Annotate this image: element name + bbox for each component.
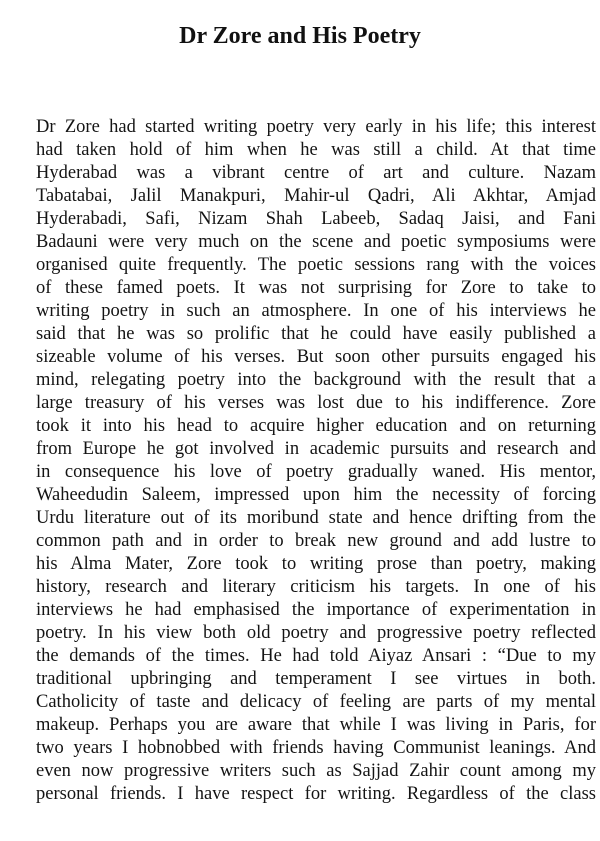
text-line: Dr Zore had started writing poetry very early in his life; this interest	[36, 117, 596, 137]
text-line: of these famed poets. It was not surprising for Zore to take to	[36, 278, 596, 298]
text-line: Badauni were very much on the scene and poetic symposiums were	[36, 232, 596, 252]
text-line: mind, relegating poetry into the background with the result that a	[36, 370, 596, 390]
text-line: even now progressive writers such as Sajjad Zahir count among my	[36, 761, 596, 781]
text-line: two years I hobnobbed with friends having Communist leanings. And	[36, 738, 596, 758]
text-line: Tabatabai, Jalil Manakpuri, Mahir-ul Qadri, Ali Akhtar, Amjad	[36, 186, 596, 206]
text-line: makeup. Perhaps you are aware that while I was living in Paris, for	[36, 715, 596, 735]
text-line: took it into his head to acquire higher education and on returning	[36, 416, 596, 436]
text-line: poetry. In his view both old poetry and progressive poetry reflected	[36, 623, 596, 643]
text-line: Hyderabad was a vibrant centre of art and culture. Nazam	[36, 163, 596, 183]
text-line: large treasury of his verses was lost due to his indifference. Zore	[36, 393, 596, 413]
text-line: from Europe he got involved in academic pursuits and research and	[36, 439, 596, 459]
text-line: writing poetry in such an atmosphere. In one of his interviews he	[36, 301, 596, 321]
text-line: Waheedudin Saleem, impressed upon him the necessity of forcing	[36, 485, 596, 505]
text-line: his Alma Mater, Zore took to writing prose than poetry, making	[36, 554, 596, 574]
text-line: personal friends. I have respect for writing. Regardless of the class	[36, 784, 596, 804]
text-line: had taken hold of him when he was still a child. At that time	[36, 140, 596, 160]
text-line: Hyderabadi, Safi, Nizam Shah Labeeb, Sadaq Jaisi, and Fani	[36, 209, 596, 229]
text-line: history, research and literary criticism his targets. In one of his	[36, 577, 596, 597]
text-line: interviews he had emphasised the importance of experimentation in	[36, 600, 596, 620]
text-line: said that he was so prolific that he could have easily published a	[36, 324, 596, 344]
text-line: Catholicity of taste and delicacy of feeling are parts of my mental	[36, 692, 596, 712]
text-line: common path and in order to break new ground and add lustre to	[36, 531, 596, 551]
text-line: traditional upbringing and temperament I see virtues in both.	[36, 669, 596, 689]
text-line: organised quite frequently. The poetic sessions rang with the voices	[36, 255, 596, 275]
text-line: Urdu literature out of its moribund state and hence drifting from the	[36, 508, 596, 528]
text-line: the demands of the times. He had told Aiyaz Ansari : “Due to my	[36, 646, 596, 666]
page-title: Dr Zore and His Poetry	[179, 23, 421, 49]
text-line: in consequence his love of poetry gradually waned. His mentor,	[36, 462, 596, 482]
text-line: sizeable volume of his verses. But soon other pursuits engaged his	[36, 347, 596, 367]
